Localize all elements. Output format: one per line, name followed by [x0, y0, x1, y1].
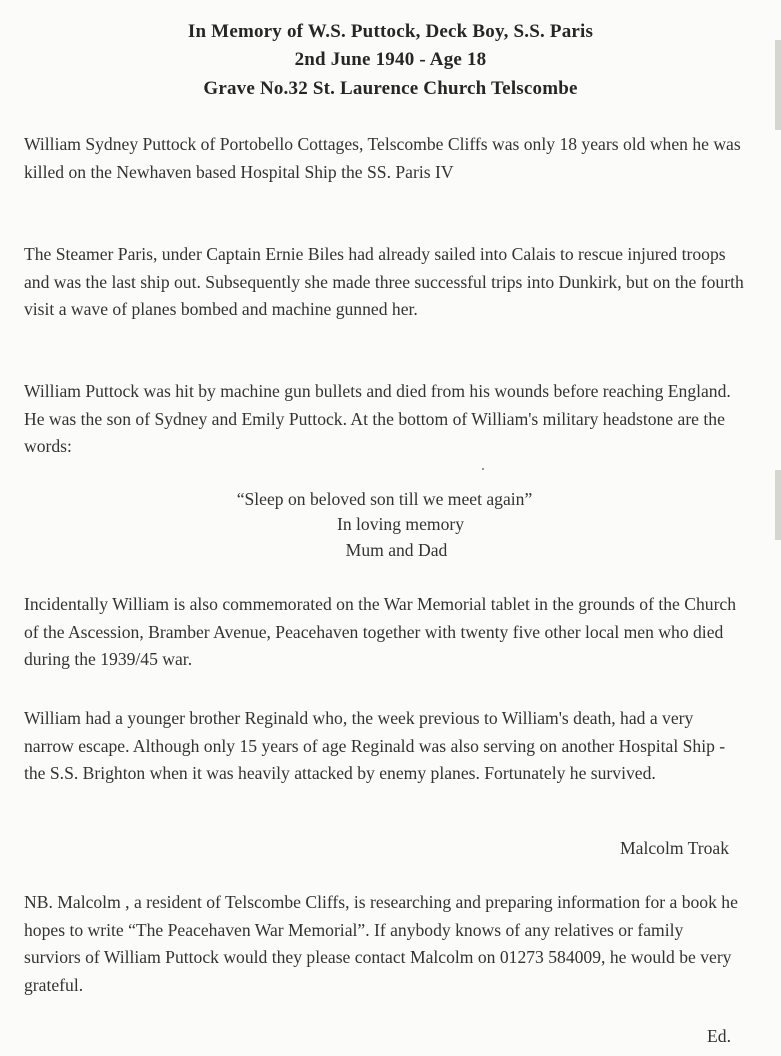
inscription-line-1: “Sleep on beloved son till we meet again”	[236, 489, 533, 509]
editor-signature: Ed.	[707, 1026, 731, 1046]
author-signature: Malcolm Troak	[620, 838, 729, 858]
scan-speck	[482, 468, 484, 470]
paragraph-nota-bene: NB. Malcolm , a resident of Telscombe Cliffs, is researching and preparing information for a book he hopes to write “The Peacehaven War Memorial”. If anybody knows of any relatives or family surviors of William Puttock would they please contact Malcolm on 01273 584009, he would be very grateful.	[24, 892, 738, 995]
scan-edge-shadow	[775, 470, 781, 540]
date-age-line: 2nd June 1940 - Age 18	[294, 49, 487, 70]
paragraph-death: William Puttock was hit by machine gun bullets and died from his wounds before reaching England. He was the son of Sydney and Emily Puttock. At the bottom of William's military headstone are the words:	[24, 381, 731, 456]
inscription-line-2: In loving memory	[336, 514, 465, 534]
paragraph-intro: William Sydney Puttock of Portobello Cottages, Telscombe Cliffs was only 18 years old when he was killed on the Newhaven based Hospital Ship the SS. Paris IV	[24, 134, 741, 182]
inscription-line-3: Mum and Dad	[345, 540, 448, 560]
paragraph-war-memorial: Incidentally William is also commemorated on the War Memorial tablet in the grounds of the Church of the Ascession, Bramber Avenue, Peacehaven together with twenty five other local men who died during the 1939/45 war.	[24, 594, 737, 669]
grave-location-line: Grave No.32 St. Laurence Church Telscombe	[203, 78, 578, 99]
paragraph-brother-reginald: William had a younger brother Reginald who, the week previous to William's death, had a very narrow escape. Although only 15 years of age Reginald was also serving on another Hospital Ship - the S.S. Brighton when it was heavily attacked by enemy planes. Fortunately he survived.	[24, 708, 726, 783]
scan-edge-shadow	[775, 40, 781, 130]
title-line: In Memory of W.S. Puttock, Deck Boy, S.S. Paris	[187, 21, 594, 42]
paragraph-steamer-paris: The Steamer Paris, under Captain Ernie Biles had already sailed into Calais to rescue injured troops and was the last ship out. Subsequently she made three successful trips into Dunkirk, but on the fourth visit a wave of planes bombed and machine gunned her.	[24, 244, 744, 319]
